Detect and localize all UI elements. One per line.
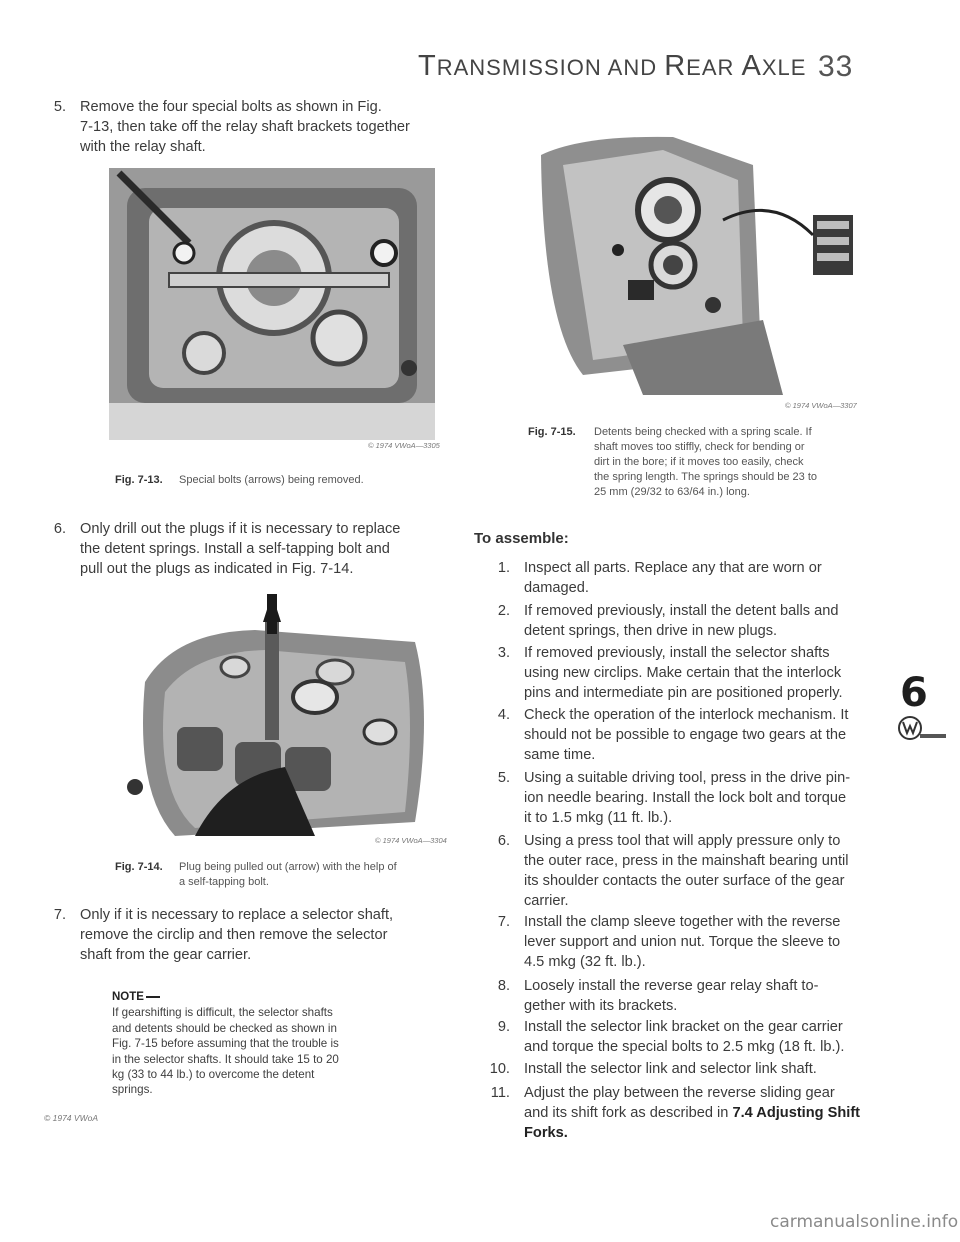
footer-credit: © 1974 VWoA — [44, 1113, 98, 1123]
figure-7-13-photo — [109, 168, 435, 440]
chapter-tab-number: 6 — [900, 670, 928, 716]
figure-7-15-photo — [523, 125, 855, 395]
figure-7-13-credit: © 1974 VWoA—3305 — [368, 441, 440, 450]
note-block: NOTE If gearshifting is difficult, the selector shafts and detents should be checked as shown in Fig. 7-15 before assuming that the trouble is in the selector shafts. It should take 15 to 20 kg (33 to 44 lb.) to overcome the detent springs. — [112, 989, 392, 1098]
section-reference: 7.4 Adjusting Shift — [732, 1105, 861, 1121]
figure-7-15-credit: © 1974 VWoA—3307 — [785, 401, 857, 410]
figure-7-14-photo — [115, 592, 435, 836]
running-header-title: TRANSMISSION AND REAR AXLE — [418, 50, 807, 82]
page-number: 33 — [818, 50, 854, 83]
note-heading: NOTE — [112, 989, 392, 1005]
note-rule — [146, 996, 160, 998]
site-watermark: carmanualsonline.info — [770, 1212, 959, 1232]
figure-7-14-credit: © 1974 VWoA—3304 — [375, 836, 447, 845]
vw-logo-icon — [898, 716, 948, 742]
section-reference-cont: Forks. — [524, 1125, 568, 1141]
assemble-heading: To assemble: — [474, 530, 569, 547]
